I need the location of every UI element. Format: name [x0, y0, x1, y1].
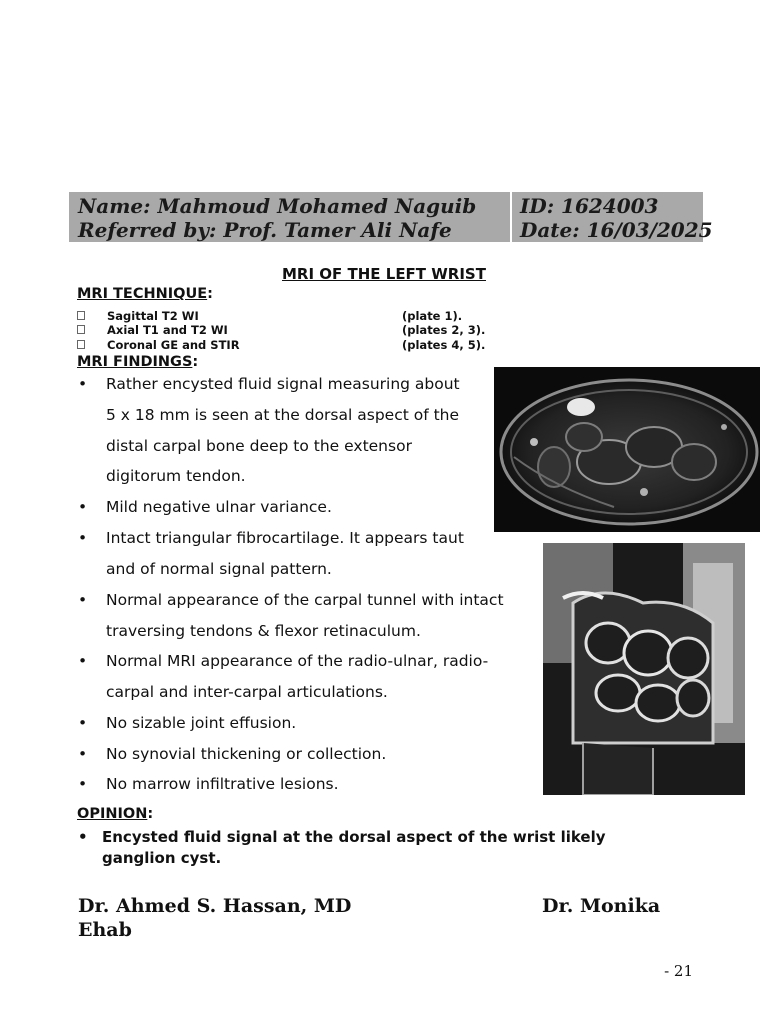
signature-continuation: Ehab	[78, 919, 132, 941]
patient-id: ID: 1624003	[520, 194, 659, 218]
opinion-heading: OPINION:	[77, 806, 154, 822]
header-divider	[510, 192, 512, 242]
checkbox-icon	[77, 340, 85, 349]
bullet-icon: •	[78, 745, 88, 763]
exam-date: Date: 16/03/2025	[520, 218, 713, 242]
bullet-icon: •	[78, 529, 88, 547]
technique-heading: MRI TECHNIQUE:	[77, 286, 213, 302]
checkbox-icon	[77, 311, 85, 320]
technique-row: Axial T1 and T2 WI (plates 2, 3).	[77, 323, 517, 337]
mri-axial-image	[494, 367, 760, 532]
report-title: MRI OF THE LEFT WRIST	[282, 265, 486, 283]
signature-left: Dr. Ahmed S. Hassan, MD	[78, 895, 352, 917]
page-number: - 21	[664, 962, 693, 980]
bullet-icon: •	[78, 375, 88, 393]
bullet-icon: •	[78, 828, 88, 846]
findings-heading: MRI FINDINGS:	[77, 354, 199, 370]
checkbox-icon	[77, 325, 85, 334]
bullet-icon: •	[78, 714, 88, 732]
bullet-icon: •	[78, 591, 88, 609]
bullet-icon: •	[78, 652, 88, 670]
signature-right: Dr. Monika	[542, 895, 661, 917]
referred-by: Referred by: Prof. Tamer Ali Nafe	[78, 218, 452, 242]
technique-row: Coronal GE and STIR (plates 4, 5).	[77, 338, 517, 352]
bullet-icon: •	[78, 775, 88, 793]
bullet-icon: •	[78, 498, 88, 516]
patient-name: Name: Mahmoud Mohamed Naguib	[78, 194, 477, 218]
technique-row: Sagittal T2 WI (plate 1).	[77, 309, 517, 323]
mri-coronal-image	[543, 543, 745, 795]
